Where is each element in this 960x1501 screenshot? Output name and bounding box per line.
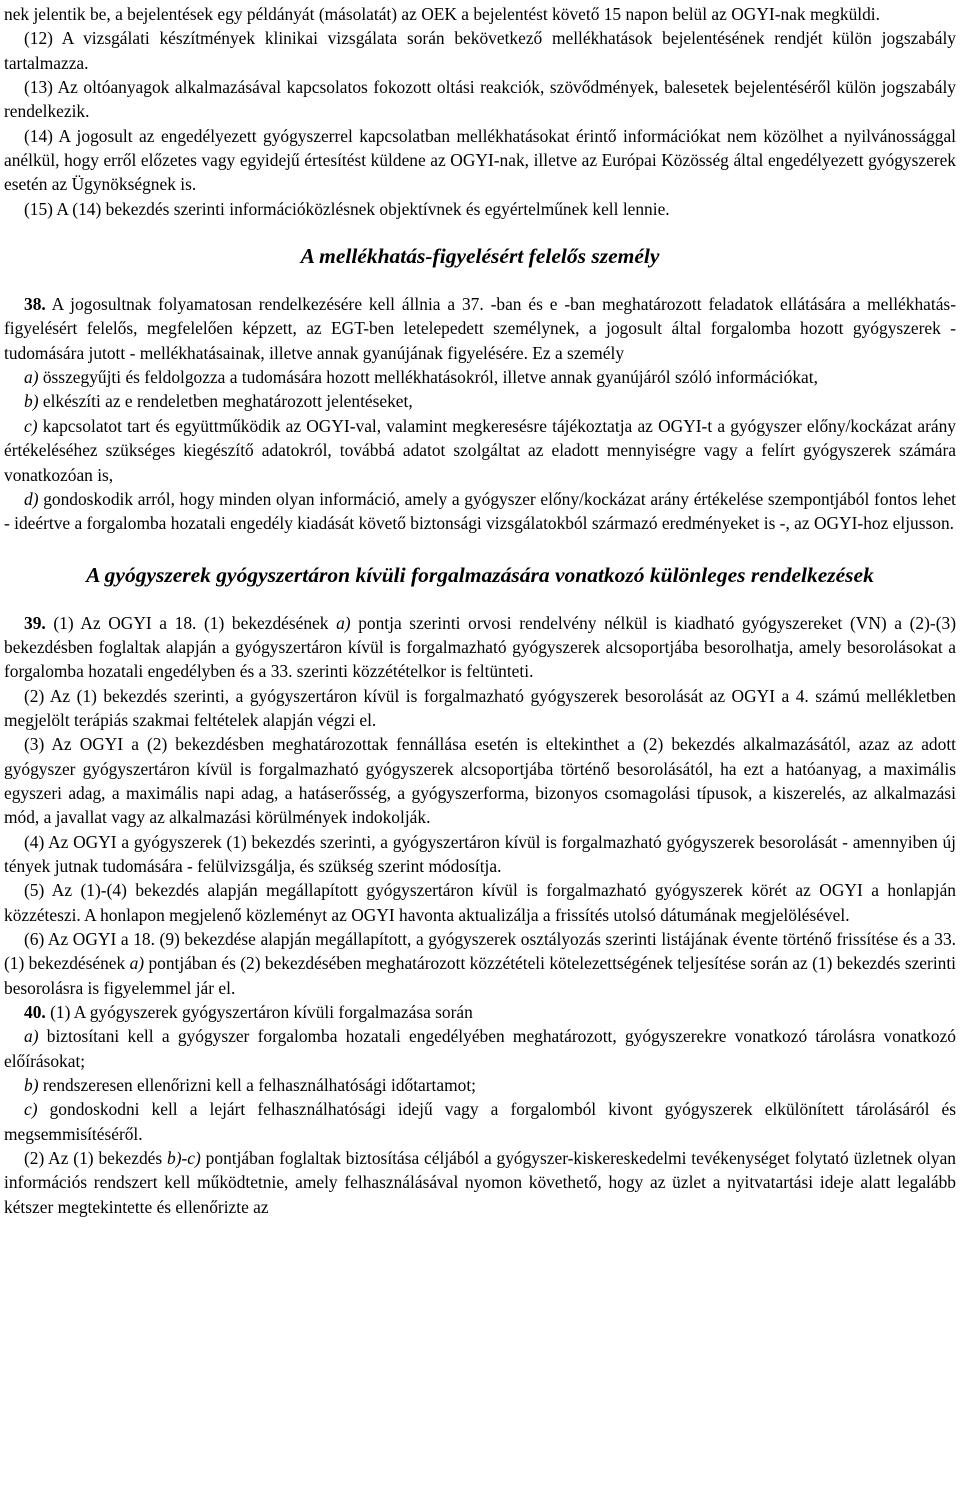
item-letter: b) <box>24 391 39 412</box>
section-40-item-b <box>4 1073 956 1097</box>
section-39-number: 39. <box>24 612 46 633</box>
item-letter: b) <box>24 1075 39 1096</box>
section-39-paragraph-4: (4) Az OGYI a gyógyszerek (1) bekezdés szerinti, a gyógyszertáron kívül is forgalmazható gyógyszerek besorolását - amennyiben új tények jutnak tudomására - felülvizsgálja, és szükség szerint módosítja. <box>4 831 956 876</box>
section-40-intro <box>4 1000 956 1024</box>
item-letter: a) <box>24 1026 39 1047</box>
text-run: pontja szerinti orvosi rendelvény nélkül is kiadható gyógyszereket (VN) a (2)-(3) bekezdésben foglaltak alapján a gyógyszertáron kívül is forgalmazható gyógyszerek alcsoportjába besorolhatja, amely besorolásokat a forgalomba hozatali engedélyben és a 33. szerinti közzétételkor is feltünteti. <box>4 612 956 682</box>
item-letter: a) <box>24 367 39 388</box>
item-text: kapcsolatot tart és együttműködik az OGYI-val, valamint megkeresésre tájékoztatja az OGYI-t a gyógyszer előny/kockázat arány értékeléséhez szükséges kiegészítő adatokról, továbbá adatot szolgáltat az eladott mennyiségre vagy a felírt gyógyszerek számára vonatkozóan is, <box>4 415 956 485</box>
item-letter: a) <box>129 953 145 974</box>
section-38-item-b <box>4 389 956 413</box>
section-38-item-a <box>4 365 956 389</box>
item-letter: d) <box>24 488 39 509</box>
section-39-paragraph-3: (3) Az OGYI a (2) bekezdésben meghatározottak fennállása esetén is eltekinthet a (2) bekezdés alkalmazásától, azaz az adott gyógyszer gyógyszertáron kívül is forgalmazható gyógyszerek alcsoportjába történő besorolásától, ha ezt a hatóanyag, a maximális egyszeri adag, a maximális napi adag, a hatáserősség, a gyógyszerforma, bizonyos csomagolási típusok, a kiszerelés, az alkalmazási mód, a javallat vagy az alkalmazási körülmények indokolják. <box>4 734 956 828</box>
section-heading-pharmacovigilance: A mellékhatás-figyelésért felelős személy <box>300 244 660 269</box>
item-text: biztosítani kell a gyógyszer forgalomba hozatali engedélyében meghatározott, gyógyszerekre vonatkozó tárolásra vonatkozó előírásokat; <box>4 1026 956 1071</box>
section-38-item-c <box>4 414 956 487</box>
paragraph-14: (14) A jogosult az engedélyezett gyógyszerrel kapcsolatban mellékhatásokat érintő információkat nem közölhet a nyilvánossággal anélkül, hogy erről előzetes vagy egyidejű értesítést küldene az OGYI-nak, illetve az Európai Közösség által engedélyezett gyógyszerek esetén az Ügynökségnek is. <box>4 125 956 195</box>
section-39-paragraph-6 <box>4 927 956 1000</box>
section-40-item-c <box>4 1097 956 1146</box>
item-letter: c) <box>24 1099 38 1120</box>
section-39-paragraph-2: (2) Az (1) bekezdés szerinti, a gyógyszertáron kívül is forgalmazható gyógyszerek besorolását az OGYI a 4. számú mellékletben megjelölt terápiás szakmai feltételek alapján végzi el. <box>4 685 956 730</box>
section-40-number: 40. <box>24 1002 46 1023</box>
section-38-text: A jogosultnak folyamatosan rendelkezésére kell állnia a 37. -ban és e -ban meghatározott feladatok ellátására a mellékhatás-figyelésért felelős, megfelelően képzett, az EGT-ben letelepedett személynek, a jogosult által forgalomba hozott gyógyszerek - tudomására jutott - mellékhatásainak, illetve annak gyanújának figyelésére. Ez a személy <box>4 294 956 363</box>
section-38-intro <box>4 292 956 365</box>
item-text: gondoskodni kell a lejárt felhasználhatósági idejű vagy a forgalomból kivont gyógyszerek elkülönített tárolásáról és megsemmisítéséről. <box>4 1099 956 1144</box>
paragraph-12: (12) A vizsgálati készítmények klinikai vizsgálata során bekövetkező mellékhatások bejelentésének rendjét külön jogszabály tartalmazza. <box>4 28 956 73</box>
section-40-item-a <box>4 1024 956 1073</box>
item-letter: c) <box>24 415 38 436</box>
text-run: (1) Az OGYI a 18. (1) bekezdésének <box>45 612 337 633</box>
paragraph-15: (15) A (14) bekezdés szerinti információközlésnek objektívnek és egyértelműnek kell lennie. <box>24 198 670 219</box>
section-38-number: 38. <box>24 294 46 315</box>
section-40-text: (1) A gyógyszerek gyógyszertáron kívüli forgalmazása során <box>45 1002 473 1023</box>
text-run: (6) Az OGYI a 18. (9) bekezdése alapján megállapított, a gyógyszerek osztályozás szerinti listájának évente történő frissítése és a 33. (1) bekezdésének <box>4 929 956 974</box>
text-run: pontjában és (2) bekezdésében meghatározott közzétételi kötelezettségének teljesítése során az (1) bekezdés szerinti besorolásra is figyelemmel jár el. <box>4 953 957 998</box>
section-39-paragraph-5: (5) Az (1)-(4) bekezdés alapján megállapított gyógyszertáron kívül is forgalmazható gyógyszerek körét az OGYI a honlapján közzéteszi. A honlapon megjelenő közleményt az OGYI havonta aktualizálja a frissítés utolsó dátumának megjelölésével. <box>4 880 956 925</box>
item-text: gondoskodik arról, hogy minden olyan információ, amely a gyógyszer előny/kockázat arány értékelése szempontjából fontos lehet - ideértve a forgalomba hozatali engedély kiadását követő biztonsági vizsgálatokból származó eredményeket is -, az OGYI-hoz eljusson. <box>4 488 956 534</box>
paragraph-continuation: nek jelentik be, a bejelentések egy példányát (másolatát) az OEK a bejelentést követő 15 napon belül az OGYI-nak megküldi. <box>4 4 880 24</box>
item-text: összegyűjti és feldolgozza a tudomására hozott mellékhatásokról, illetve annak gyanújáról szóló információkat, <box>38 367 818 388</box>
item-text: rendszeresen ellenőrizni kell a felhasználhatósági időtartamot; <box>38 1075 476 1096</box>
paragraph-13: (13) Az oltóanyagok alkalmazásával kapcsolatos fokozott oltási reakciók, szövődmények, balesetek bejelentéséről külön jogszabály rendelkezik. <box>4 77 956 122</box>
section-heading-non-pharmacy-sales: A gyógyszerek gyógyszertáron kívüli forgalmazására vonatkozó különleges rendelkezések <box>86 562 874 587</box>
section-39-paragraph-1 <box>4 611 956 684</box>
item-text: elkészíti az e rendeletben meghatározott jelentéseket, <box>38 391 413 412</box>
item-letter: a) <box>336 612 351 633</box>
text-run: (2) Az (1) bekezdés <box>24 1148 168 1169</box>
section-40-paragraph-2 <box>4 1146 956 1219</box>
item-letter: b)-c) <box>167 1148 201 1169</box>
text-run: pontjában foglaltak biztosítása céljából a gyógyszer-kiskereskedelmi tevékenységet folytató üzletnek olyan információs rendszert kell működtetnie, amely felhasználásával nyomon követhető, hogy az üzlet a nyitvatartási ideje alatt legalább kétszer megtekintette és ellenőrizte az <box>4 1148 956 1217</box>
section-38-item-d <box>4 487 956 536</box>
